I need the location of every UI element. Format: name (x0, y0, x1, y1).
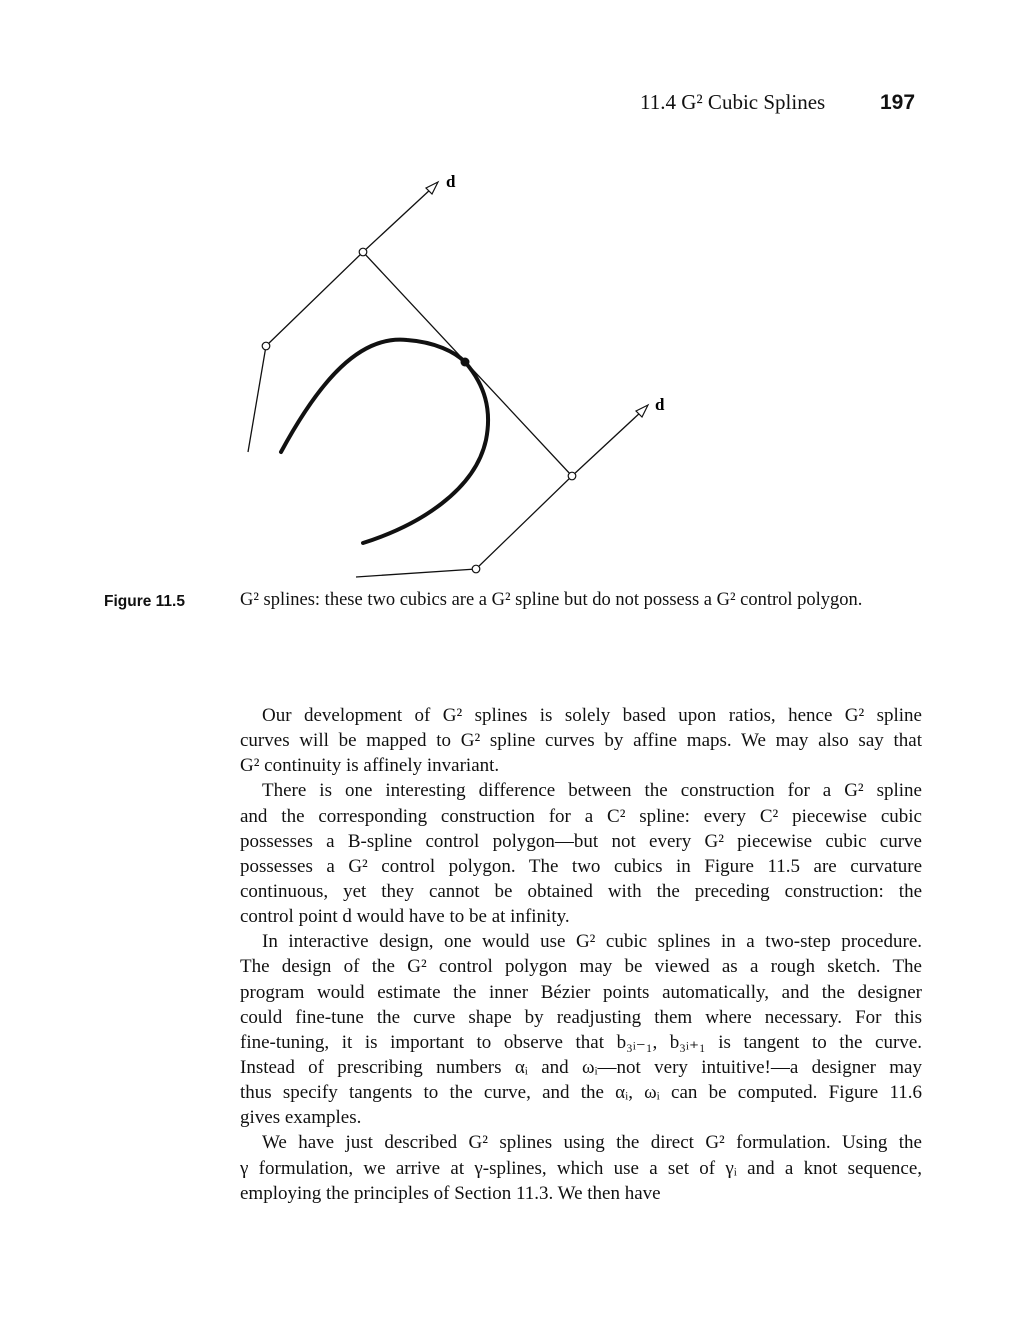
junction-point (461, 358, 470, 367)
spline-curve-2 (363, 362, 488, 543)
text-line: Instead of prescribing numbers αᵢ and ωᵢ—not very intuitive!—a designer may (240, 1056, 922, 1078)
direction-d-top (363, 188, 432, 252)
text-line: possesses a B-spline control polygon—but not every G² piecewise cubic curve (240, 830, 922, 852)
text-line: G² continuity is affinely invariant. (240, 755, 500, 777)
text-line: The design of the G² control polygon may be viewed as a rough sketch. The (240, 956, 922, 978)
figure-caption-label: Figure 11.5 (104, 593, 185, 610)
text-line: We have just described G² splines using the direct G² formulation. Using the (262, 1132, 922, 1154)
text-line: In interactive design, one would use G² cubic splines in a two-step procedure. (262, 931, 922, 953)
text-line: γ formulation, we arrive at γ-splines, which use a set of γᵢ and a knot sequence, (240, 1157, 922, 1179)
label-d-top: d (446, 172, 456, 191)
control-point (262, 342, 270, 350)
control-point (568, 472, 576, 480)
text-line: fine-tuning, it is important to observe that b₃ᵢ₋₁, b₃ᵢ₊₁ is tangent to the curve. (240, 1031, 922, 1053)
figure-caption-text: G² splines: these two cubics are a G² spline but do not possess a G² control polygon. (240, 590, 863, 610)
text-line: employing the principles of Section 11.3. We then have (240, 1182, 661, 1204)
text-line: continuous, yet they cannot be obtained with the preceding construction: the (240, 880, 922, 902)
spline-curve-1 (281, 340, 465, 452)
control-point (359, 248, 367, 256)
text-line: program would estimate the inner Bézier points automatically, and the designer (240, 981, 922, 1003)
text-line: possesses a G² control polygon. The two cubics in Figure 11.5 are curvature (240, 855, 922, 877)
body-text (240, 703, 922, 1206)
page-number: 197 (880, 91, 916, 114)
text-line: control point d would have to be at infinity. (240, 906, 570, 928)
text-line: could fine-tune the curve shape by readjusting them where necessary. For this (240, 1006, 922, 1028)
running-head: 11.4 G² Cubic Splines (640, 90, 826, 114)
text-line: Our development of G² splines is solely based upon ratios, hence G² spline (262, 705, 922, 726)
figure-11-5 (0, 0, 1033, 600)
text-line: and the corresponding construction for a C² spline: every C² piecewise cubic (240, 805, 922, 827)
control-point (472, 565, 480, 573)
control-polygon-left (248, 252, 572, 577)
direction-d-bottom (572, 411, 642, 476)
text-line: thus specify tangents to the curve, and the αᵢ, ωᵢ can be computed. Figure 11.6 (240, 1082, 922, 1104)
text-line: gives examples. (240, 1107, 362, 1129)
text-line: There is one interesting difference between the construction for a G² spline (262, 780, 922, 802)
label-d-bottom: d (655, 395, 665, 414)
text-line: curves will be mapped to G² spline curves by affine maps. We may also say that (240, 730, 922, 752)
